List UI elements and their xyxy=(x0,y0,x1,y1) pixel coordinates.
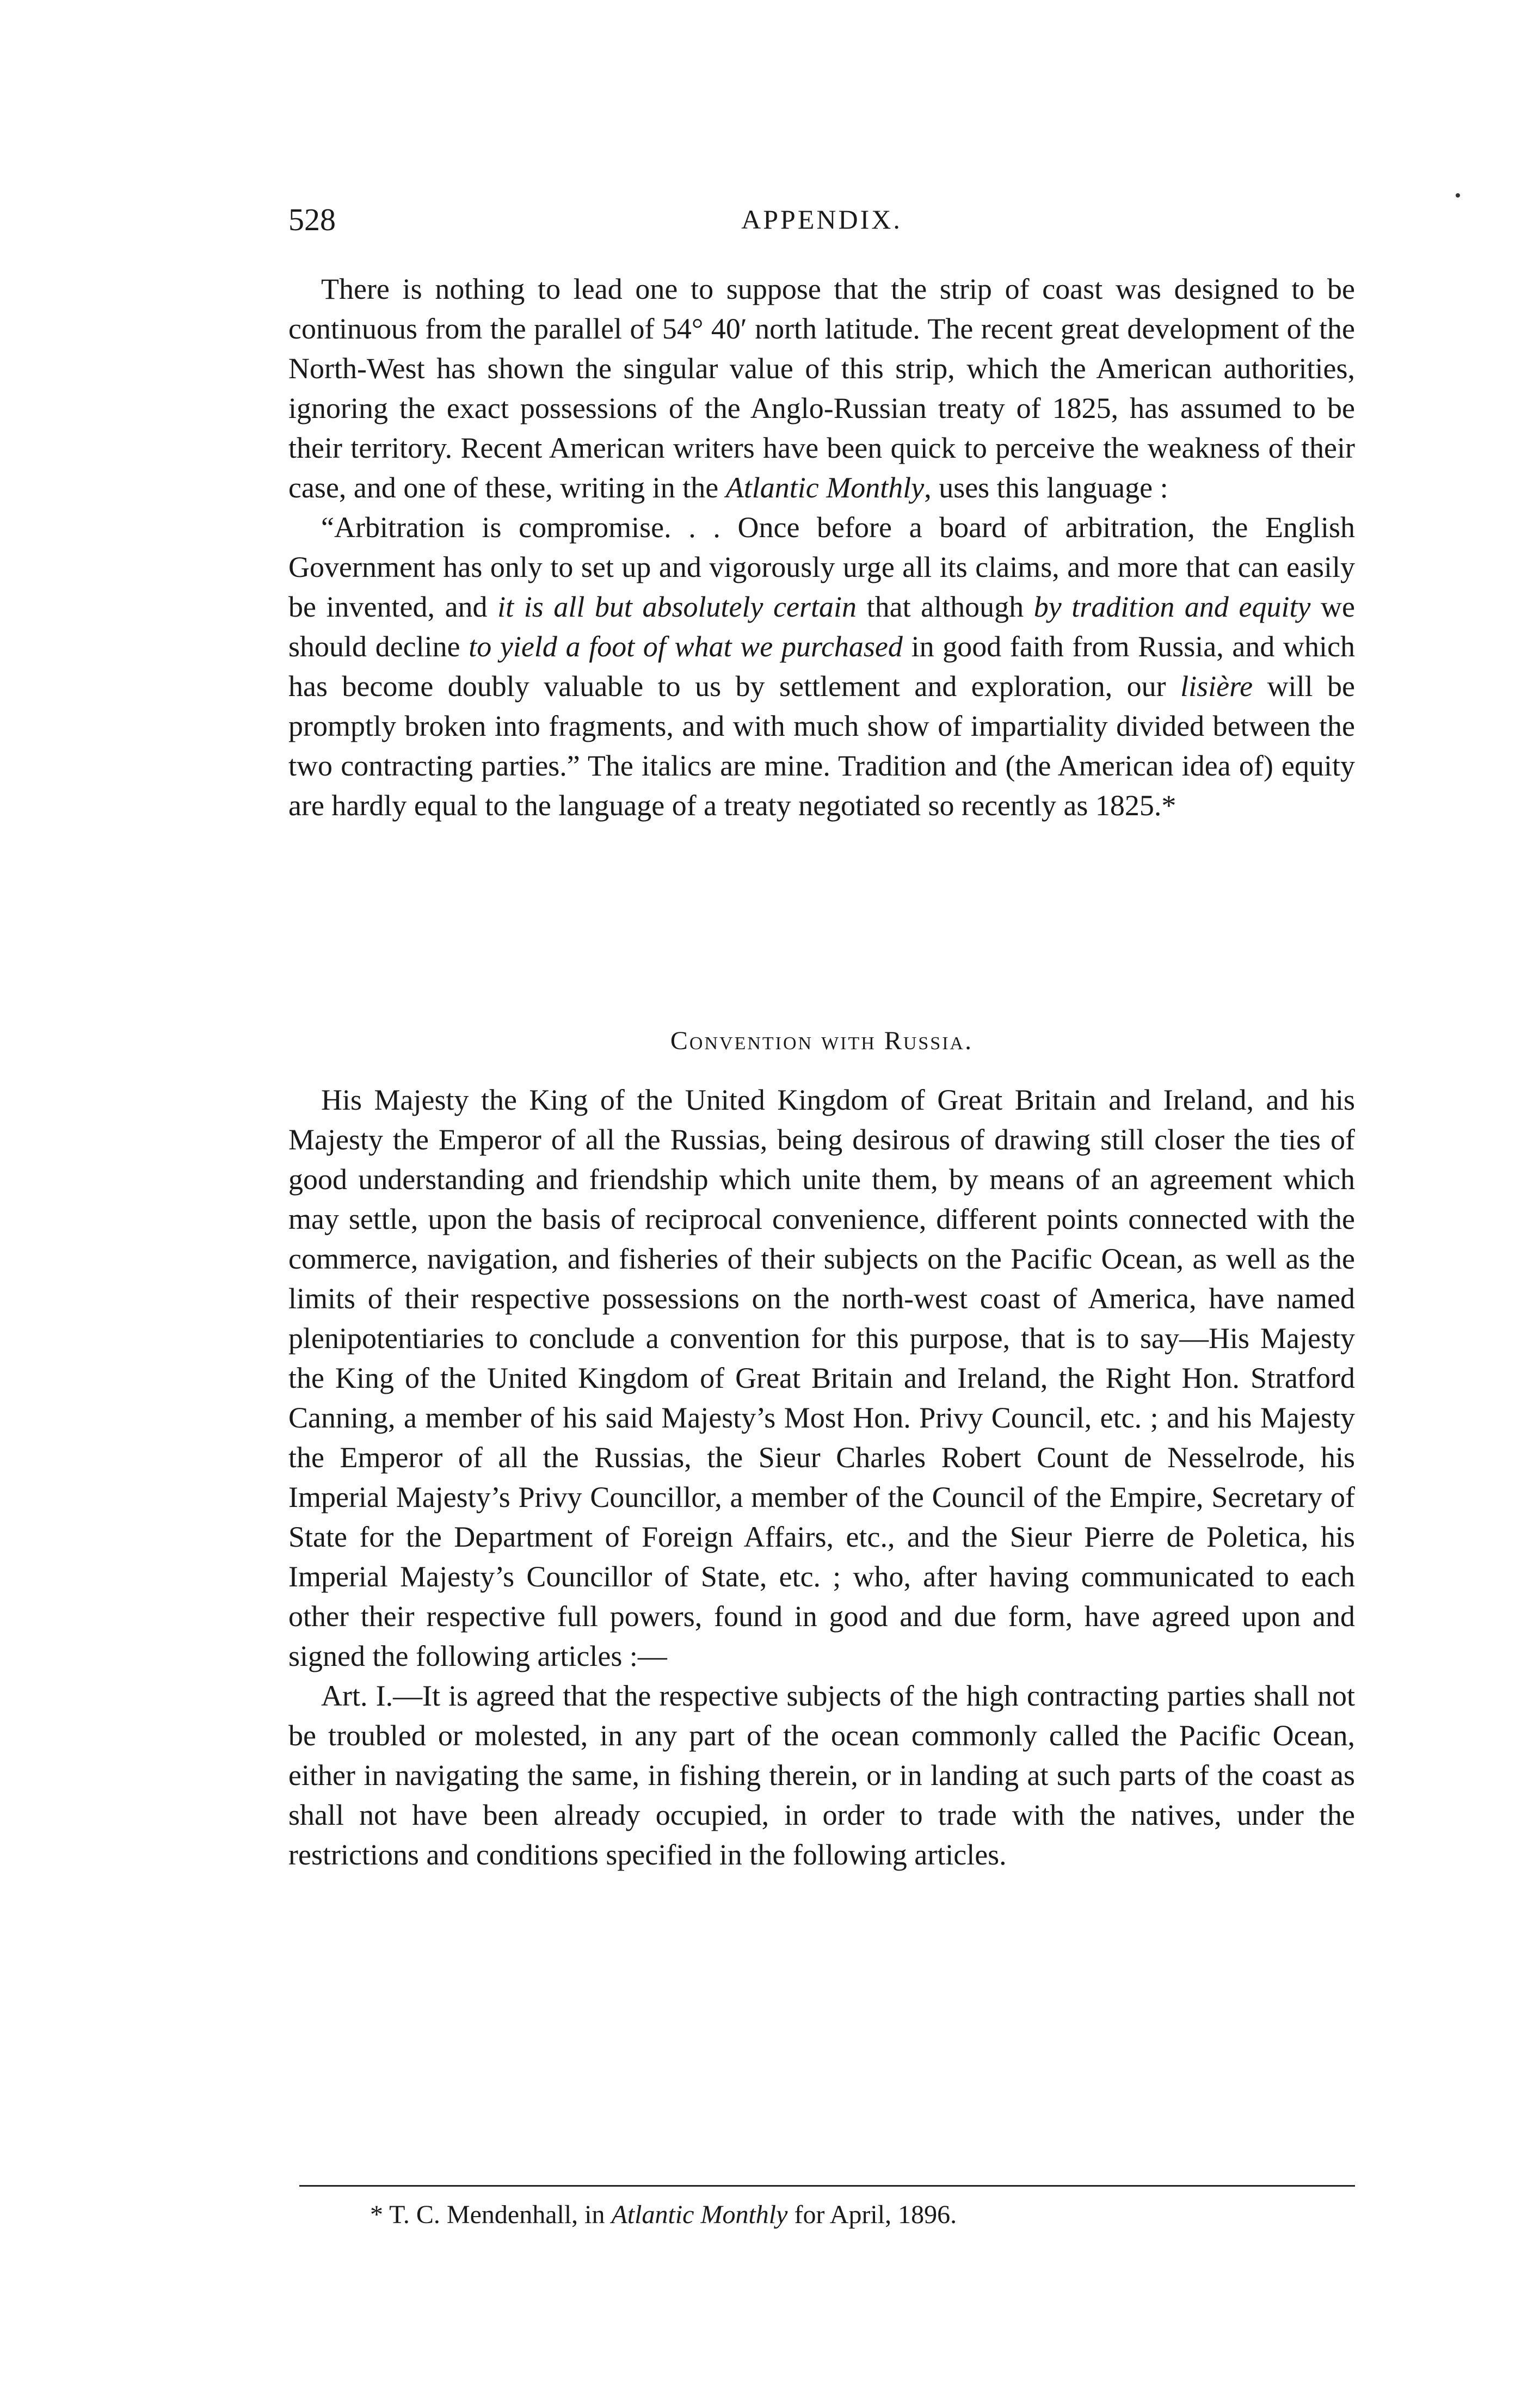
convention-preamble: His Majesty the King of the United Kingdom of Great Britain and Ireland, and his Majesty the Emperor of all the Russias, being desirous of drawing still closer the ties of good understanding and friendship which unite them, by means of an agreement which may settle, upon the basis of reciprocal convenience, different points connected with the commerce, navigation, and fisheries of their subjects on the Pacific Ocean, as well as the limits of their respective possessions on the north-west coast of America, have named plenipotentiaries to conclude a convention for this purpose, that is to say—His Majesty the King of the United Kingdom of Great Britain and Ireland, the Right Hon. Stratford Canning, a member of his said Majesty’s Most Hon. Privy Council, etc. ; and his Majesty the Emperor of all the Russias, the Sieur Charles Robert Count de Nesselrode, his Imperial Majesty’s Privy Councillor, a member of the Council of the Empire, Secretary of State for the Department of Foreign Affairs, etc., and the Sieur Pierre de Poletica, his Imperial Majesty’s Councillor of State, etc. ; who, after having communicated to each other their respective full powers, found in good and due form, have agreed upon and signed the following articles :— xyxy=(288,1084,1355,1672)
quote-text-2: that although xyxy=(857,590,1034,623)
quote-italic-3: to yield a foot of what we purchased xyxy=(469,630,903,663)
paragraph-intro-end: , uses this language : xyxy=(924,471,1168,504)
quote-text-4: in good faith from Russia, and which has become doubly valuable to us by settlement and exploration, our xyxy=(288,630,1355,703)
paragraph-intro-text: There is nothing to lead one to suppose that the strip of coast was designed to be continuous from the parallel of 54° 40′ north latitude. The recent great development of the North-West has shown the singular value of this strip, which the American authorities, ignoring the exact possessions of the Anglo-Russian treaty of 1825, has assumed to be their territory. Recent American writers have been quick to perceive the weakness of their case, and one of these, writing in the xyxy=(288,273,1355,504)
quote-italic-2: by tradition and equity xyxy=(1033,590,1311,623)
quote-text-5: will be promptly broken into fragments, and with much show of impartiality divided between the two contracting parties.” The italics are mine. Tradition and (the American idea of) equity are hardly equal to the language of a treaty negotiated so recently as 1825.* xyxy=(288,670,1355,822)
convention-text xyxy=(288,1080,1355,1875)
quote-text-1: “Arbitration is compromise. . . Once before a board of arbitration, the English Government has only to set up and vigorously urge all its claims, and more that can easily be invented, and xyxy=(288,511,1355,623)
running-head: APPENDIX. xyxy=(741,204,902,235)
page-header xyxy=(288,201,1355,245)
quoted-passage xyxy=(288,508,1355,826)
footnote-italic: Atlantic Monthly xyxy=(611,2200,788,2229)
footnote-text-2: for April, 1896. xyxy=(787,2200,957,2229)
footnote-rule xyxy=(299,2185,1355,2187)
paragraph-intro xyxy=(288,269,1355,508)
footnote xyxy=(370,2199,1350,2231)
section-title: Convention with Russia. xyxy=(670,1026,974,1055)
footnote-text-1: * T. C. Mendenhall, in xyxy=(370,2200,612,2229)
page-number: 528 xyxy=(288,202,336,237)
quote-italic-1: it is all but absolutely certain xyxy=(497,590,857,623)
print-speck xyxy=(1456,193,1460,198)
italic-atlantic-monthly: Atlantic Monthly xyxy=(725,471,925,504)
quote-text-3: we should decline xyxy=(288,590,1356,663)
quote-italic-4: lisière xyxy=(1180,670,1253,703)
opening-text xyxy=(288,269,1355,826)
article-one: Art. I.—It is agreed that the respective subjects of the high contracting parties shall not be troubled or molested, in any part of the ocean commonly called the Pacific Ocean, either in navigating the same, in fishing therein, or in landing at such parts of the coast as shall not have been already occupied, in order to trade with the natives, under the restrictions and conditions specified in the following articles. xyxy=(288,1679,1355,1871)
